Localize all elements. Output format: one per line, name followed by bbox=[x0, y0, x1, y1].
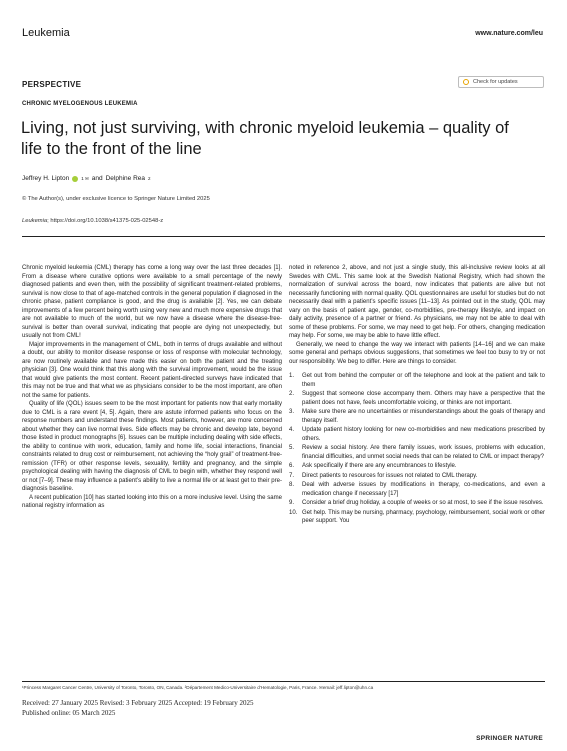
received-dates: Received: 27 January 2025 Revised: 3 February 2025 Accepted: 19 February 2025 bbox=[22, 699, 254, 707]
paragraph: Major improvements in the management of CML, both in terms of drugs available and without a doubt, our ability to monitor disease response or loss of response with molecular technology, are now routinely available and have made this easier on both the patient and the treating physician [3]. One would think that this along with the survival improvement, would be the issue that would give patients the most content. Recent patient-directed surveys have indicated that this may not be true and that what we as physicians consider to be the most important, are often not the same for patients. bbox=[22, 341, 282, 399]
list-item bbox=[289, 444, 545, 461]
list-number: 2. bbox=[289, 391, 295, 397]
update-icon bbox=[463, 79, 469, 85]
author-marks: 2 bbox=[148, 176, 151, 181]
list-number: 8. bbox=[289, 482, 295, 488]
list-item bbox=[289, 390, 545, 407]
author-line bbox=[22, 175, 151, 182]
paragraph: A recent publication [10] has started looking into this on a more inclusive level. Using the same national registry information as bbox=[22, 494, 282, 509]
list-text: Ask specifically if there are any encumbrances to lifestyle. bbox=[302, 463, 457, 469]
list-text: Make sure there are no uncertainties or misunderstandings about the goals of therapy and therapy itself. bbox=[302, 409, 545, 424]
article-type: PERSPECTIVE bbox=[22, 80, 82, 89]
list-number: 5. bbox=[289, 445, 295, 451]
list-item bbox=[289, 426, 545, 443]
list-number: 6. bbox=[289, 463, 295, 469]
check-for-updates-button[interactable] bbox=[458, 76, 544, 88]
list-number: 1. bbox=[289, 373, 295, 379]
author-connector: and bbox=[91, 175, 103, 182]
list-text: Review a social history. Are there family issues, work issues, problems with education, financial difficulties, and unmet social needs that can be related to CML or impact therapy? bbox=[302, 445, 545, 460]
journal-name: Leukemia bbox=[22, 27, 70, 39]
paragraph: noted in reference 2, above, and not just a single study, this all-inclusive review looks at all Swedes with CML. This same look at the Swedish National Registry, which had shown the normalization of survival across the board, now indicates that patients are alive but not necessarily functioning with normal quality. QOL questionnaires are useful for studies but do not necessarily deal with a patient’s specific issues [11–13]. As pointed out in the study, QOL may vary on the basis of patient age, gender, co-morbidities, pre-therapy lifestyle, and impact on daily activity, presence of a partner or friend. As physicians, we may not be able to deal with some of these problems. For some, we may need to get help. For others, changing medication may help. For some, we may be able to have little effect. bbox=[289, 265, 545, 339]
list-item bbox=[289, 472, 545, 481]
list-number: 10. bbox=[289, 509, 298, 516]
list-item bbox=[289, 481, 545, 498]
list-number: 4. bbox=[289, 427, 295, 433]
list-number: 7. bbox=[289, 472, 295, 479]
paragraph: Chronic myeloid leukemia (CML) therapy has come a long way over the last three decades [1]. From a disease where curative options were available to a small percentage of the newly diagnosed patients and even then, with the possibility of significant treatment-related problems, survival is now close to that of age-matched controls in the general population if diagnosed in the chronic phase, patient compliance is good, and the drug is available [2]. Yes, we can debate improvements of a few percent being worth using very new and much more expensive drugs that are not available to much of the world, but we now have a disease where the disease-free-survival is better than overall survival, indicating that people are dying not unexpectedly, but usually not from CML! bbox=[22, 265, 282, 339]
footer-divider bbox=[22, 681, 545, 682]
list-text: Update patient history looking for new co-morbidities and new medications prescribed by others. bbox=[302, 427, 545, 442]
body-column-left bbox=[22, 264, 282, 511]
author-name[interactable]: Jeffrey H. Lipton bbox=[22, 175, 70, 182]
list-text: Get help. This may be nursing, pharmacy, psychology, reimbursement, social work or other peer support. You bbox=[302, 509, 545, 524]
list-text: Deal with adverse issues by modifications in therapy, co-medications, and even a medication change if necessary [17] bbox=[302, 482, 545, 497]
list-item bbox=[289, 408, 545, 425]
recommendation-list bbox=[289, 372, 545, 526]
author-name[interactable]: Delphine Rea bbox=[105, 175, 145, 182]
copyright-notice: © The Author(s), under exclusive licence to Springer Nature Limited 2025 bbox=[22, 196, 210, 202]
affiliations: ¹Princess Margaret Cancer Centre, University of Toronto, Toronto, ON, Canada. ²Département Medico-Universitaire d’Hematologie, Paris, France. ✉email: jeff.lipton@uhn.ca bbox=[22, 685, 374, 690]
paragraph: Quality of life (QOL) issues seem to be the most important for patients now that early mortality due to CML is a rare event [4, 5]. Again, there are astute informed patients who focus on the response numbers and understand these findings. Most patients, however, are more concerned about whether they can live normal lives. Side effects may be chronic and develop late, beyond those listed in product monographs [6]. Issues can be multiple including dealing with side effects, the ability to continue with work, education, family and home life, social interactions, financial constraints related to drug cost or reimbursement, not achieving the “holy grail” of treatment-free-remission (TFR) or other response levels, sexuality, fertility and pregnancy, and the simple psychological dealing with having the diagnosis of CML to begin with, whether they respond well or not [7–9]. These may influence a patient’s ability to live a normal life or at least get to their pre-diagnosis baseline. bbox=[22, 401, 282, 492]
list-item bbox=[289, 509, 545, 526]
list-item bbox=[289, 372, 545, 389]
doi-line bbox=[22, 218, 163, 224]
published-date: Published online: 05 March 2025 bbox=[22, 708, 116, 717]
list-number: 3. bbox=[289, 409, 295, 415]
list-text: Direct patients to resources for issues not related to CML therapy. bbox=[302, 472, 478, 479]
section-label: CHRONIC MYELOGENOUS LEUKEMIA bbox=[22, 101, 138, 107]
orcid-icon[interactable] bbox=[72, 176, 78, 182]
publication-dates bbox=[22, 699, 382, 718]
publisher-logo: SPRINGER NATURE bbox=[476, 735, 543, 742]
header-divider bbox=[22, 236, 545, 237]
list-text: Suggest that someone close accompany them. Others may have a perspective that the patient does not have, feels uncomfortable voicing, or thinks are not important. bbox=[302, 391, 545, 406]
body-column-right bbox=[289, 264, 545, 527]
list-text: Get out from behind the computer or off the telephone and look at the patient and talk to them bbox=[302, 373, 545, 388]
doi-journal: Leukemia bbox=[22, 218, 48, 224]
doi-link[interactable]: ; https://doi.org/10.1038/s41375-025-02548-z bbox=[47, 218, 164, 224]
journal-url[interactable]: www.nature.com/leu bbox=[475, 30, 543, 37]
check-for-updates-label: Check for updates bbox=[473, 79, 518, 85]
list-item bbox=[289, 462, 545, 471]
list-text: Consider a brief drug holiday, a couple of weeks or so at most, to see if the issue resolves. bbox=[302, 500, 544, 506]
author-marks: 1 ✉ bbox=[81, 175, 89, 181]
list-number: 9. bbox=[289, 500, 295, 506]
article-title: Living, not just surviving, with chronic myeloid leukemia – quality of life to the front of the line bbox=[21, 119, 509, 158]
paragraph: Generally, we need to change the way we interact with patients [14–16] and we can make some general and perhaps obvious suggestions, that sometimes we feel too busy to try or not our responsibility. We beg to differ. Here are things to consider. bbox=[289, 341, 545, 365]
list-item bbox=[289, 499, 545, 508]
